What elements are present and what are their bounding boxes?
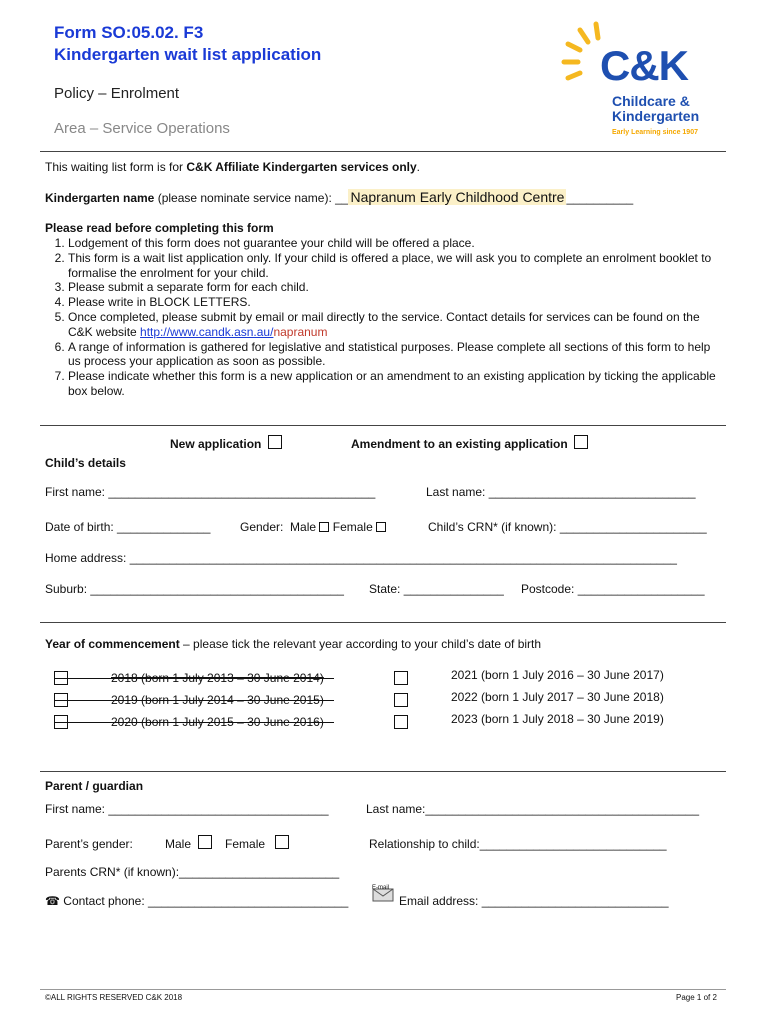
strikethrough-line — [54, 700, 334, 701]
child-gender-row: Gender: Male Female — [240, 520, 386, 535]
policy-label: Policy – Enrolment — [54, 85, 180, 102]
logo-brand: C&K — [600, 42, 688, 89]
year-option-2018: 2018 (born 1 July 2013 – 30 June 2014) — [54, 671, 354, 693]
child-crn-field[interactable]: Child’s CRN* (if known): ______________________ — [428, 520, 707, 534]
parent-female-checkbox[interactable] — [275, 835, 289, 849]
section-divider — [40, 771, 726, 772]
child-first-name-field[interactable]: First name: ________________________________________ — [45, 485, 376, 499]
email-address-field[interactable]: Email address: ____________________________ — [399, 894, 669, 908]
candk-website-link[interactable]: http://www.candk.asn.au/ — [140, 324, 274, 339]
parent-male-checkbox[interactable] — [198, 835, 212, 849]
phone-icon: ☎ — [45, 894, 60, 908]
strikethrough-line — [54, 722, 334, 723]
area-label: Area – Service Operations — [54, 120, 230, 137]
year-option-2023: 2023 (born 1 July 2018 – 30 June 2019) — [394, 712, 694, 734]
parent-first-name-field[interactable]: First name: _________________________________ — [45, 802, 329, 816]
year-2021-checkbox[interactable] — [394, 671, 408, 685]
amendment-checkbox[interactable] — [574, 435, 588, 449]
form-title: Kindergarten wait list application — [54, 45, 322, 64]
commencement-left-options — [54, 671, 354, 737]
home-address-field[interactable]: Home address: __________________________________________________________________________________ — [45, 551, 677, 565]
new-application-checkbox[interactable] — [268, 435, 282, 449]
parent-gender-options: Male Female — [165, 835, 289, 852]
instruction-item: 2. This form is a wait list application only. If your child is offered a place, we will ask you to complete an enrolment booklet to formalise the enrolment for your child. — [68, 251, 725, 281]
postcode-field[interactable]: Postcode: ___________________ — [521, 582, 705, 596]
section-divider — [40, 622, 726, 623]
ck-logo — [560, 18, 720, 146]
relationship-field[interactable]: Relationship to child:____________________________ — [369, 837, 667, 851]
contact-phone-field[interactable]: Contact phone: ______________________________ — [63, 894, 349, 908]
parent-gender-label: Parent’s gender: — [45, 837, 133, 851]
logo-tagline: Early Learning since 1907 — [612, 129, 698, 136]
section-divider — [40, 425, 726, 426]
dob-field[interactable]: Date of birth: ______________ — [45, 520, 211, 534]
instruction-item: 1. Lodgement of this form does not guarantee your child will be offered a place. — [68, 236, 725, 251]
instruction-item: 3. Please submit a separate form for each child. — [68, 280, 725, 295]
commencement-heading: Year of commencement – please tick the relevant year according to your child’s date of birth — [45, 637, 542, 651]
child-last-name-field[interactable]: Last name: _______________________________ — [426, 485, 696, 499]
year-2022-checkbox[interactable] — [394, 693, 408, 707]
email-icon: E-mail — [372, 885, 396, 903]
footer-page-number: Page 1 of 2 — [676, 993, 717, 1002]
instruction-item: 6. A range of information is gathered for legislative and statistical purposes. Please complete all sections of this form to help us process your application as soon as possible. — [68, 340, 725, 370]
instructions-heading: Please read before completing this form — [45, 221, 274, 235]
new-application-option: New application — [170, 435, 282, 452]
parent-last-name-field[interactable]: Last name:_________________________________________ — [366, 802, 699, 816]
year-2023-checkbox[interactable] — [394, 715, 408, 729]
kinder-name-field[interactable]: Napranum Early Childhood Centre — [350, 189, 565, 205]
logo-line2: Kindergarten — [612, 108, 700, 124]
child-details-heading: Child’s details — [45, 456, 126, 470]
amendment-option: Amendment to an existing application — [351, 435, 588, 452]
child-female-checkbox[interactable] — [376, 522, 386, 532]
year-option-2019: 2019 (born 1 July 2014 – 30 June 2015) — [54, 693, 354, 715]
instruction-item: 4. Please write in BLOCK LETTERS. — [68, 295, 725, 310]
instruction-item: 7. Please indicate whether this form is a new application or an amendment to an existing application by ticking the applicable box below. — [68, 369, 725, 399]
suburb-field[interactable]: Suburb: ______________________________________ — [45, 582, 344, 596]
instruction-item: 5. Once completed, please submit by email or mail directly to the service. Contact details for services can be found on the C&K website http://www.candk.asn.au/napranum — [68, 310, 725, 340]
year-option-2020: 2020 (born 1 July 2015 – 30 June 2016) — [54, 715, 354, 737]
logo-line1: Childcare & — [612, 93, 690, 109]
commencement-right-options — [394, 668, 694, 734]
footer-divider — [40, 989, 726, 990]
kinder-name-row: Kindergarten name (please nominate service name): __ Napranum Early Childhood Centre __________ — [45, 189, 634, 205]
instructions-list — [45, 236, 725, 399]
child-male-checkbox[interactable] — [319, 522, 329, 532]
parent-heading: Parent / guardian — [45, 779, 144, 793]
state-field[interactable]: State: _______________ — [369, 582, 504, 596]
footer-copyright: ©ALL RIGHTS RESERVED C&K 2018 — [45, 993, 183, 1002]
intro-text: This waiting list form is for C&K Affiliate Kindergarten services only. — [45, 160, 421, 174]
strikethrough-line — [54, 678, 334, 679]
contact-phone-row — [45, 894, 348, 909]
parent-crn-field[interactable]: Parents CRN* (if known):________________________ — [45, 865, 340, 879]
form-code: Form SO:05.02. F3 — [54, 23, 204, 42]
header-divider — [40, 151, 726, 152]
year-option-2021: 2021 (born 1 July 2016 – 30 June 2017) — [394, 668, 694, 690]
year-option-2022: 2022 (born 1 July 2017 – 30 June 2018) — [394, 690, 694, 712]
